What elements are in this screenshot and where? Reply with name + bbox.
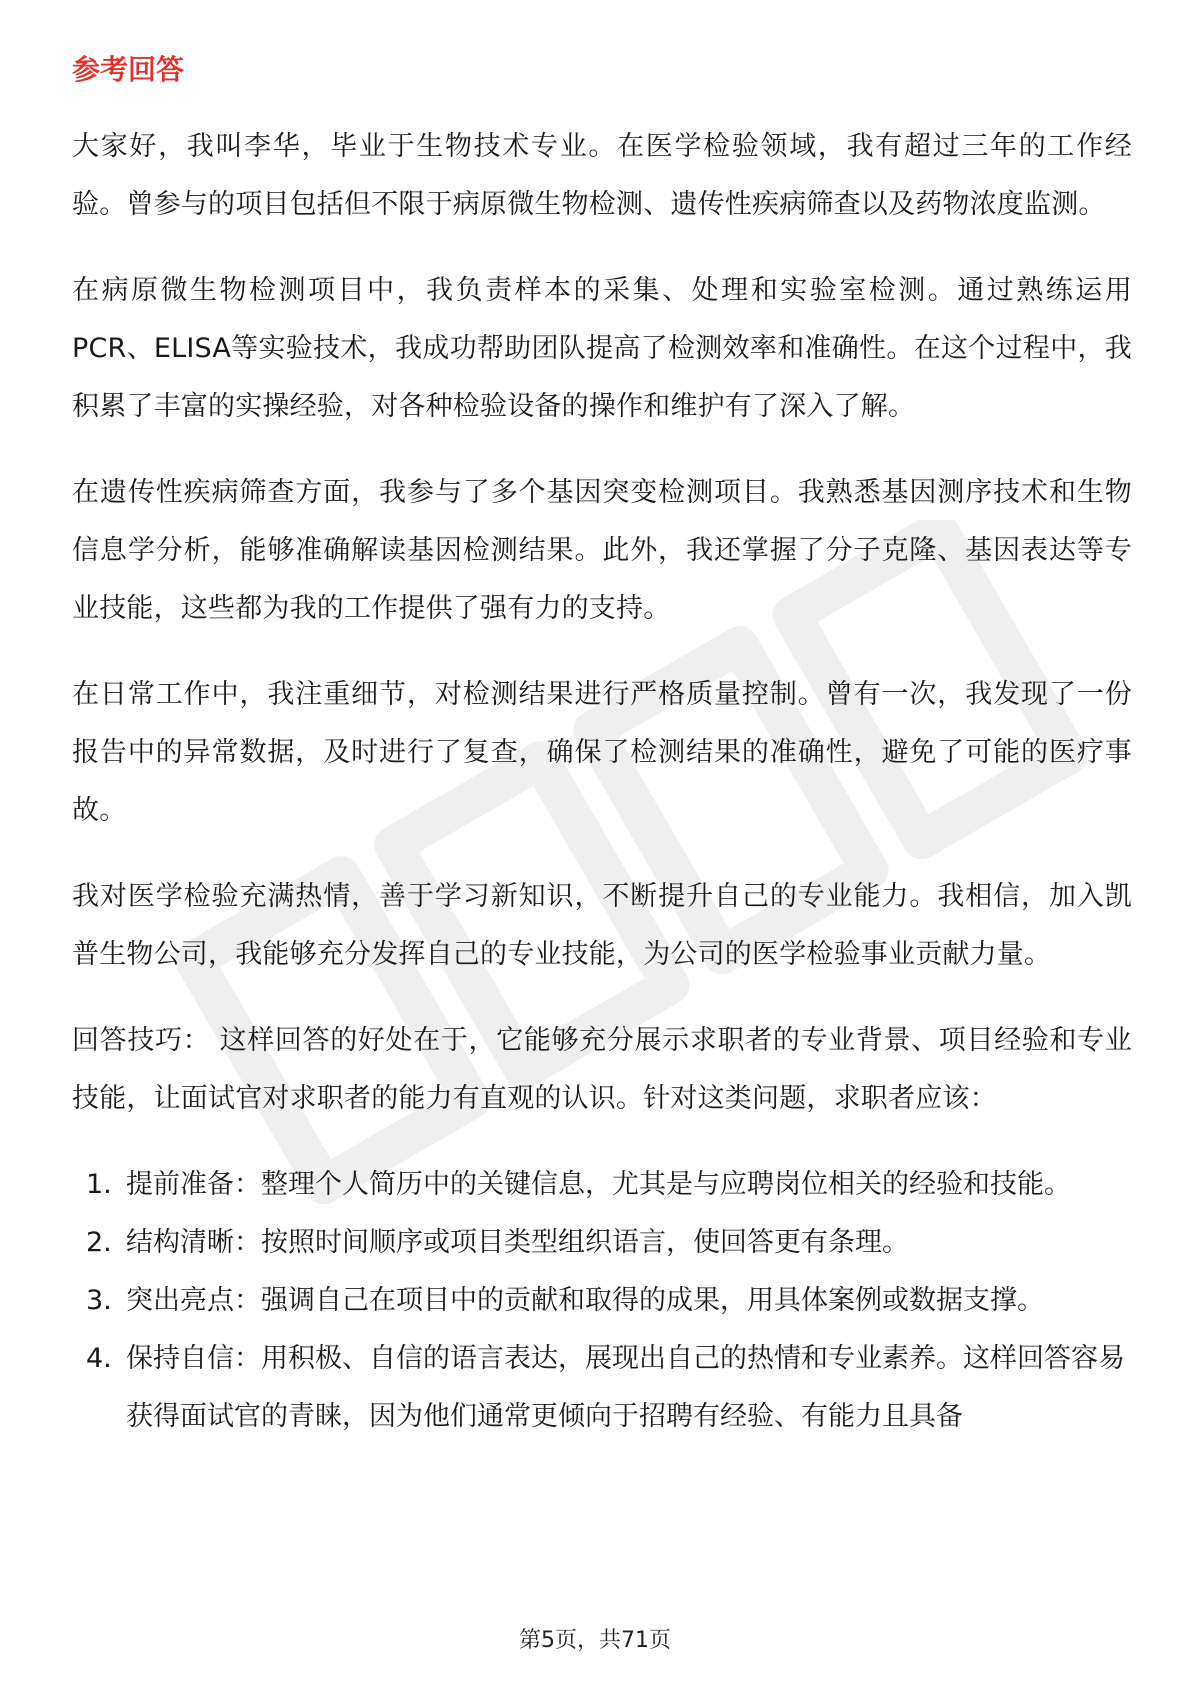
list-text: 保持自信：用积极、自信的语言表达，展现出自己的热情和专业素养。这样回答容易获得面试官的青睐，因为他们通常更倾向于招聘有经验、有能力且具备 [126, 1343, 1125, 1432]
list-number: 2. [86, 1227, 112, 1258]
paragraph-intro: 大家好，我叫李华，毕业于生物技术专业。在医学检验领域，我有超过三年的工作经验。曾参与的项目包括但不限于病原微生物检测、遗传性疾病筛查以及药物浓度监测。 [72, 131, 1132, 220]
list-item [72, 1156, 1132, 1214]
list-item [72, 1330, 1132, 1446]
tips-list [72, 1156, 1132, 1446]
paragraph-motivation: 我对医学检验充满热情，善于学习新知识，不断提升自己的专业能力。我相信，加入凯普生物公司，我能够充分发挥自己的专业技能，为公司的医学检验事业贡献力量。 [72, 881, 1132, 970]
list-text: 突出亮点：强调自己在项目中的贡献和取得的成果，用具体案例或数据支撑。 [126, 1285, 1044, 1316]
list-text: 提前准备：整理个人简历中的关键信息，尤其是与应聘岗位相关的经验和技能。 [126, 1169, 1071, 1200]
document-page [72, 50, 1132, 1446]
list-text: 结构清晰：按照时间顺序或项目类型组织语言，使回答更有条理。 [126, 1227, 909, 1258]
list-number: 4. [86, 1343, 112, 1374]
paragraph-answer-tips: 回答技巧： 这样回答的好处在于，它能够充分展示求职者的专业背景、项目经验和专业技能，让面试官对求职者的能力有直观的认识。针对这类问题，求职者应该： [72, 1025, 1132, 1114]
page-footer: 第5页，共71页 [519, 1628, 671, 1653]
list-item [72, 1214, 1132, 1272]
list-number: 1. [86, 1169, 112, 1200]
paragraph-genetic: 在遗传性疾病筛查方面，我参与了多个基因突变检测项目。我熟悉基因测序技术和生物信息学分析，能够准确解读基因检测结果。此外，我还掌握了分子克隆、基因表达等专业技能，这些都为我的工作提供了强有力的支持。 [72, 477, 1132, 624]
list-item [72, 1272, 1132, 1330]
section-title: 参考回答 [72, 53, 185, 86]
paragraph-daily-work: 在日常工作中，我注重细节，对检测结果进行严格质量控制。曾有一次，我发现了一份报告中的异常数据，及时进行了复查，确保了检测结果的准确性，避免了可能的医疗事故。 [72, 679, 1132, 826]
list-number: 3. [86, 1285, 112, 1316]
paragraph-pathogen: 在病原微生物检测项目中，我负责样本的采集、处理和实验室检测。通过熟练运用PCR、ELISA等实验技术，我成功帮助团队提高了检测效率和准确性。在这个过程中，我积累了丰富的实操经验，对各种检验设备的操作和维护有了深入了解。 [72, 275, 1132, 422]
